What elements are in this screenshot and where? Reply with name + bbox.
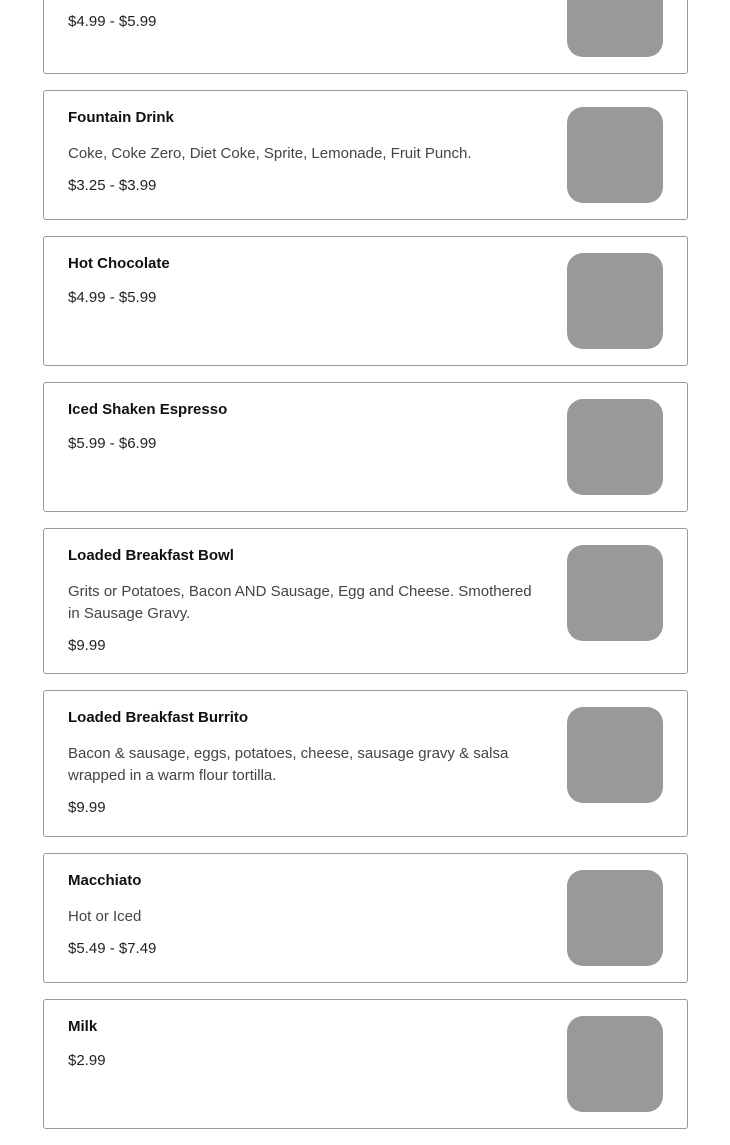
menu-item-description: Coke, Coke Zero, Diet Coke, Sprite, Lemonade, Fruit Punch. <box>68 145 472 162</box>
menu-item-name: Loaded Breakfast Bowl <box>68 547 234 564</box>
menu-item-list <box>43 0 688 1145</box>
menu-item-name: Loaded Breakfast Burrito <box>68 709 249 726</box>
menu-item-image <box>567 545 663 641</box>
menu-item-name: Macchiato <box>68 872 142 889</box>
menu-item-price: $9.99 <box>68 799 106 816</box>
menu-item-card[interactable] <box>43 999 688 1129</box>
menu-item-image <box>567 1016 663 1112</box>
menu-item-price: $9.99 <box>68 637 106 654</box>
menu-item-card[interactable] <box>43 382 688 512</box>
menu-item-image <box>567 253 663 349</box>
menu-item-description: Hot or Iced <box>68 908 142 925</box>
menu-item-name: Iced Shaken Espresso <box>68 401 228 418</box>
menu-item-price: $5.99 - $6.99 <box>68 435 157 452</box>
menu-item-name: Milk <box>68 1018 98 1035</box>
menu-item-card[interactable] <box>43 0 688 74</box>
menu-item-card[interactable] <box>43 90 688 220</box>
menu-item-card[interactable] <box>43 528 688 674</box>
menu-item-name: Fountain Drink <box>68 109 174 126</box>
menu-item-description <box>68 0 537 1</box>
menu-item-card[interactable] <box>43 690 688 837</box>
menu-item-image <box>567 870 663 966</box>
menu-item-card[interactable] <box>43 853 688 983</box>
menu-item-image <box>567 707 663 803</box>
menu-item-image <box>567 107 663 203</box>
menu-item-card[interactable] <box>43 236 688 366</box>
menu-item-description: Bacon & sausage, eggs, potatoes, cheese, sausage gravy & salsa wrapped in a warm flour tortilla. <box>68 745 509 784</box>
menu-item-price: $4.99 - $5.99 <box>68 13 157 30</box>
menu-item-description: Grits or Potatoes, Bacon AND Sausage, Egg and Cheese. Smothered in Sausage Gravy. <box>68 583 532 622</box>
menu-item-name: Hot Chocolate <box>68 255 170 272</box>
menu-item-image <box>567 0 663 57</box>
menu-item-image <box>567 399 663 495</box>
menu-item-price: $5.49 - $7.49 <box>68 940 157 957</box>
menu-item-price: $3.25 - $3.99 <box>68 177 157 194</box>
menu-item-price: $4.99 - $5.99 <box>68 289 157 306</box>
menu-item-price: $2.99 <box>68 1052 106 1069</box>
